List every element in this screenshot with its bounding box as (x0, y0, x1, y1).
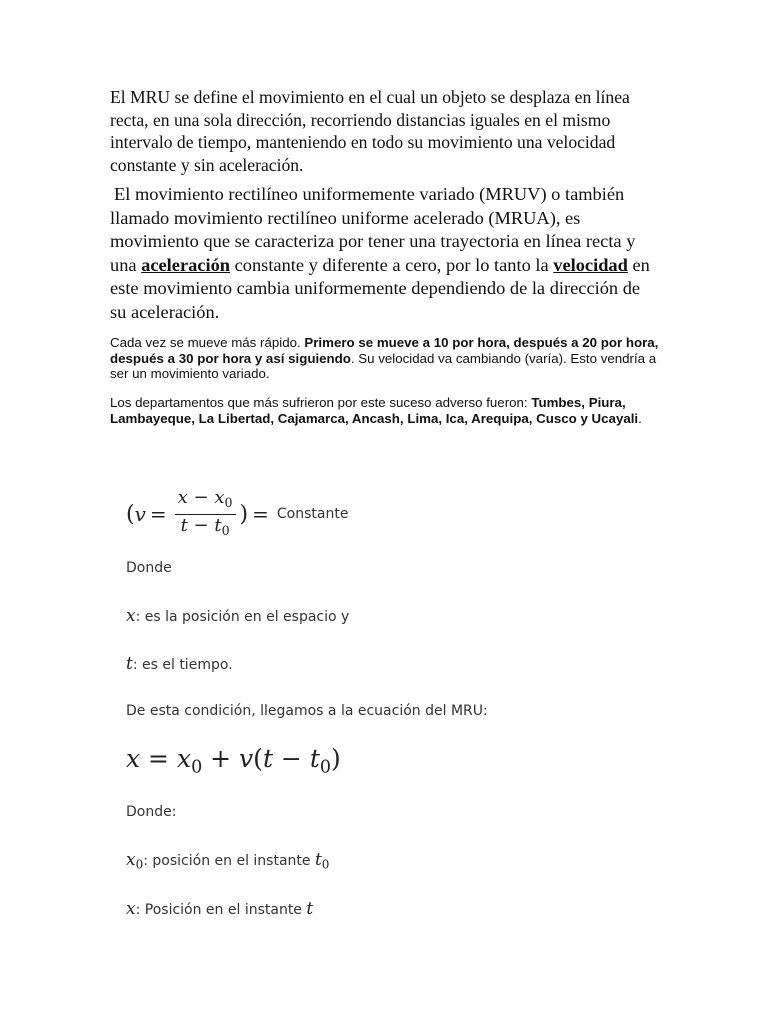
mru-definition-paragraph: El MRU se define el movimiento en el cual un objeto se desplaza en línea recta, en una sola dirección, recorriendo distancias iguales en el mismo intervalo de tiempo, manteniendo en todo su movimiento una velocidad constante y sin aceleración. (110, 87, 630, 175)
fraction-numerator: $x - x_0$ (177, 486, 233, 510)
time-definition: t: es el tiempo. (126, 654, 233, 674)
velocity-symbol: v (134, 502, 146, 526)
mruv-text-1: El movimiento rectilíneo uniformemente variado (MRUV) o también llamado movimiento rectilíneo uniforme acelerado (MRUA), es movimiento que se caracteriza por tener una trayectoria en línea recta y una (110, 184, 636, 275)
fraction-denominator: $t - t_0$ (180, 514, 230, 538)
t-symbol: t (126, 654, 133, 674)
donde-label: Donde (126, 560, 172, 576)
mruv-text-3: en este movimiento cambia uniformemente dependiendo de la dirección de su aceleración. (110, 254, 650, 322)
velocidad-link[interactable]: velocidad (553, 254, 628, 275)
velocity-formula: ( v = $\frac{x - x_0}{t - t_0}$ ) = Constante (126, 486, 348, 542)
donde-label-2: Donde: (126, 804, 177, 820)
constant-label: Constante (276, 506, 349, 522)
speed-bold-text: Primero se mueve a 10 por hora, después a 20 por hora, después a 30 por hora y así siguiendo (110, 335, 659, 366)
speed-example-paragraph (110, 335, 670, 382)
speed-text-1: Cada vez se mueve más rápido. (110, 335, 305, 350)
mruv-text-2: constante y diferente a cero, por lo tanto la (230, 254, 554, 275)
initial-position-definition: x0: posición en el instante t0 (126, 850, 330, 872)
velocity-fraction (175, 487, 236, 542)
aceleracion-link[interactable]: aceleración (141, 254, 231, 275)
position-at-instant-definition: x: Posición en el instante t (126, 899, 314, 919)
condition-text: De esta condición, llegamos a la ecuación del MRU: (126, 703, 488, 719)
departments-paragraph (110, 395, 670, 426)
departments-text-2: . (638, 410, 642, 426)
mru-equation: $x = x_0 + v(t - t_0)$ (126, 744, 341, 778)
speed-text-2: . Su velocidad va cambiando (varía). Esto vendría a ser un movimiento variado. (110, 350, 657, 382)
x-symbol: x (126, 606, 136, 626)
mruv-definition-paragraph (110, 183, 650, 325)
position-definition: x: es la posición en el espacio y (126, 606, 350, 626)
departments-bold-list: Tumbes, Piura, Lambayeque, La Libertad, Cajamarca, Ancash, Lima, Ica, Arequipa, Cusco y Ucayali (110, 395, 639, 426)
departments-text-1: Los departamentos que más sufrieron por este suceso adverso fueron: (110, 395, 532, 410)
